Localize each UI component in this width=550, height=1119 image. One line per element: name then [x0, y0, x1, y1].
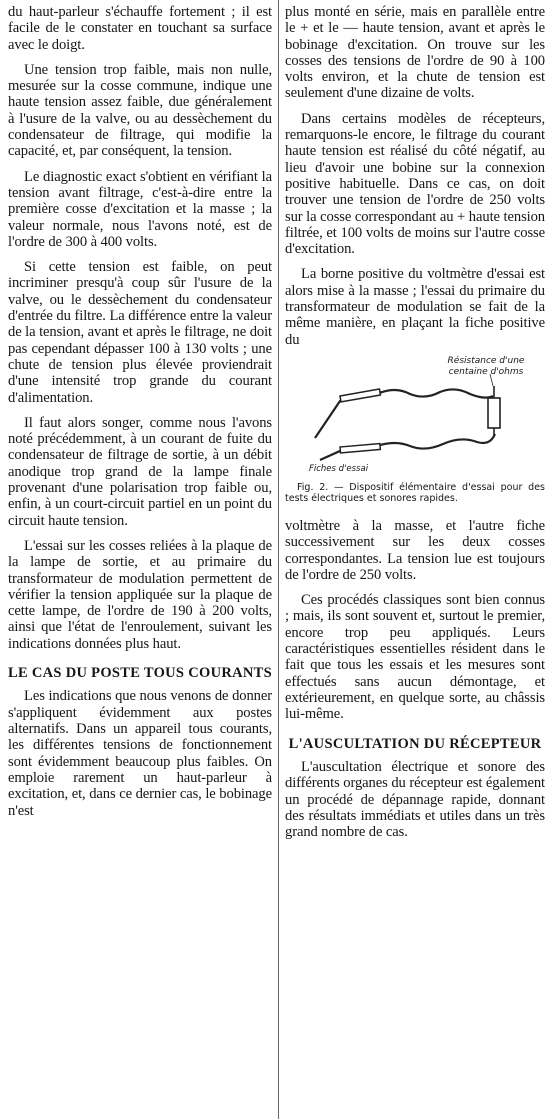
- left-column: [8, 4, 272, 819]
- paragraph: Le diagnostic exact s'obtient en vérifiant la tension avant filtrage, c'est-à-dire entre la première cosse d'excitation et la masse ; la valeur normale, nous l'avons noté, est de l'ordre de 300 à 400 volts.: [8, 168, 272, 250]
- section-heading: LE CAS DU POSTE TOUS COURANTS: [8, 664, 272, 681]
- figure-test-device: [285, 356, 545, 506]
- figure-label-fiches: Fiches d'essai: [309, 463, 369, 474]
- paragraph: du haut-parleur s'échauffe fortement ; il est facile de le constater en touchant sa surface avec le doigt.: [8, 4, 272, 53]
- right-column: [285, 4, 545, 840]
- paragraph: Les indications que nous venons de donner s'appliquent évidemment aux postes alternatifs. Dans un appareil tous courants, les différentes tensions de fonctionnement sont évidemment beaucoup plus faibles. On emploie rarement un haut-parleur à excitation, et, dans ce dernier cas, le bobinage n'est: [8, 688, 272, 819]
- section-heading: L'AUSCULTATION DU RÉCEPTEUR: [288, 735, 542, 752]
- paragraph: Dans certains modèles de récepteurs, remarquons-le encore, le filtrage du courant haute tension est réalisé du côté négatif, au lieu d'avoir une bobine sur la connexion positive habituelle. Dans ce cas, on doit trouver une tension de l'ordre de 250 volts sur la cosse correspondant au + haute tension filtrée, et 100 volts de moins sur l'autre cosse d'excitation.: [285, 110, 545, 258]
- paragraph: plus monté en série, mais en parallèle entre le + et le — haute tension, avant et après le bobinage d'excitation. On trouve sur les cosses des tensions de l'ordre de 90 à 100 volts environ, et la chute de tension est seulement d'une dizaine de volts.: [285, 4, 545, 102]
- paragraph: Ces procédés classiques sont bien connus ; mais, ils sont souvent et, surtout le premier, encore trop peu appliqués. Leurs caractéristiques essentielles résident dans le fait que tous les essais et les mesures sont effectués sans aucun démontage, et extérieurement, en quelque sorte, au châssis lui-même.: [285, 592, 545, 723]
- paragraph: voltmètre à la masse, et l'autre fiche successivement sur les deux cosses correspondantes. La tension lue est toujours de l'ordre de 250 volts.: [285, 517, 545, 583]
- paragraph: L'essai sur les cosses reliées à la plaque de la lampe de sortie, et au primaire du transformateur de modulation permettent de vérifier la tension appliquée sur la plaque de cette lampe, de l'ordre de 190 à 200 volts, ainsi que l'état de l'enroulement, suivant les indications données plus haut.: [8, 537, 272, 652]
- paragraph: Si cette tension est faible, on peut incriminer presqu'à coup sûr l'usure de la valve, ou le dessèchement du condensateur d'entrée du filtre. La différence entre la valeur de la tension, avant et après le filtrage, ne doit pas cependant dépasser 100 à 130 volts ; une chute de tension plus élevée proviendrait d'une intensité trop grande du courant d'alimentation.: [8, 259, 272, 406]
- paragraph: L'auscultation électrique et sonore des différents organes du récepteur est également un procédé de dépannage rapide, donnant des résultats immédiats et utiles dans un très grand nombre de cas.: [285, 759, 545, 841]
- paragraph: La borne positive du voltmètre d'essai est alors mise à la masse ; l'essai du primaire du transformateur de modulation se fait de la même manière, en plaçant la fiche positive du: [285, 266, 545, 348]
- paragraph: Une tension trop faible, mais non nulle, mesurée sur la cosse commune, indique une haute tension assez faible, due généralement à l'usure de la valve, ou au dessèchement du condensateur de filtrage, qui modifie la capacité, et, par conséquent, la tension.: [8, 61, 272, 160]
- figure-caption: Fig. 2. — Dispositif élémentaire d'essai pour des tests électriques et sonores rapides.: [285, 481, 545, 504]
- paragraph: Il faut alors songer, comme nous l'avons noté précédemment, à un courant de fuite du condensateur de filtrage de sortie, à un débit anodique trop grand de la lampe finale provenant d'une polarisation trop faible ou, enfin, à un court-circuit partiel en un point du circuit haute tension.: [8, 414, 272, 529]
- figure-label-resistance: Résistance d'une centaine d'ohms: [447, 355, 525, 377]
- column-divider: [278, 0, 279, 1119]
